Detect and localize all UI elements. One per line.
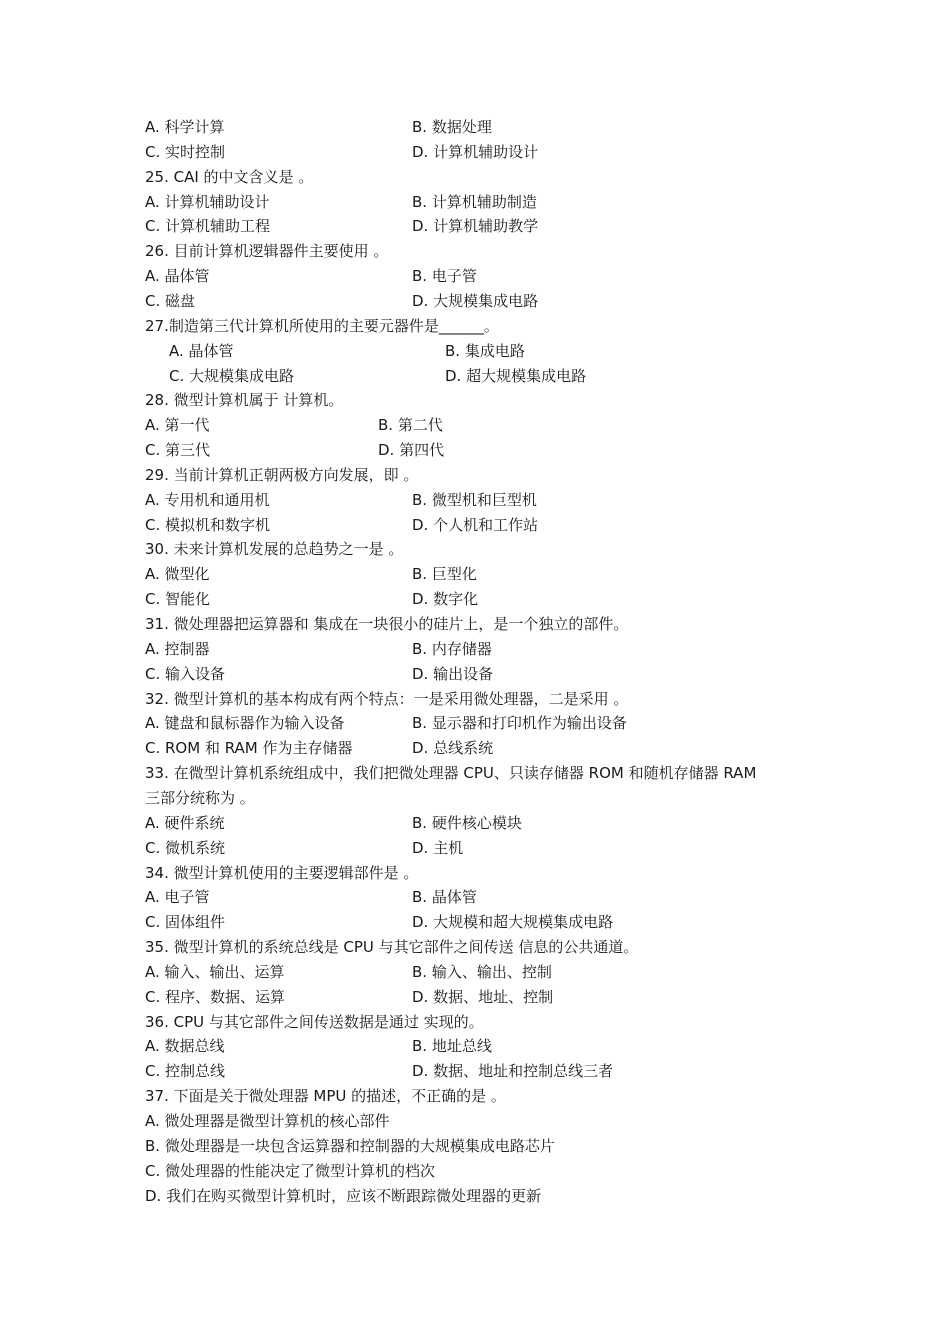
question-line: 27.制造第三代计算机所使用的主要元器件是______。 (145, 317, 499, 335)
option-left: C. 实时控制 (145, 143, 226, 161)
option-right: B. 硬件核心模块 (412, 814, 522, 832)
question-line: 31. 微处理器把运算器和 集成在一块很小的硅片上，是一个独立的部件。 (145, 615, 629, 633)
option-left: C. 控制总线 (145, 1062, 226, 1080)
option-left: C. 输入设备 (145, 665, 226, 683)
question-line: 32. 微型计算机的基本构成有两个特点：一是采用微处理器，二是采用 。 (145, 690, 629, 708)
option-left: A. 计算机辅助设计 (145, 193, 270, 211)
option-right: B. 电子管 (412, 267, 477, 285)
option-left: A. 硬件系统 (145, 814, 225, 832)
question-line: 35. 微型计算机的系统总线是 CPU 与其它部件之间传送 信息的公共通道。 (145, 938, 639, 956)
option-right: B. 巨型化 (412, 565, 477, 583)
question-line: 30. 未来计算机发展的总趋势之一是 。 (145, 540, 404, 558)
question-line: 三部分统称为 。 (145, 789, 255, 807)
option-left: C. 智能化 (145, 590, 211, 608)
option-right: D. 数字化 (412, 590, 479, 608)
option-left: C. 程序、数据、运算 (145, 988, 286, 1006)
option-right: B. 计算机辅助制造 (412, 193, 537, 211)
option-right: B. 显示器和打印机作为输出设备 (412, 714, 627, 732)
option-right: D. 总线系统 (412, 739, 494, 757)
question-line: 33. 在微型计算机系统组成中，我们把微处理器 CPU、只读存储器 ROM 和随机存储器 RAM (145, 764, 757, 782)
option-left: A. 输入、输出、运算 (145, 963, 285, 981)
option-right: D. 大规模和超大规模集成电路 (412, 913, 614, 931)
question-line: C. 微处理器的性能决定了微型计算机的档次 (145, 1162, 436, 1180)
option-left: C. 磁盘 (145, 292, 196, 310)
option-right: D. 数据、地址和控制总线三者 (412, 1062, 614, 1080)
question-line: 29. 当前计算机正朝两极方向发展，即 。 (145, 466, 419, 484)
option-left: A. 第一代 (145, 416, 210, 434)
option-right: B. 集成电路 (445, 342, 525, 360)
option-right: D. 主机 (412, 839, 464, 857)
option-right: D. 输出设备 (412, 665, 494, 683)
question-line: 36. CPU 与其它部件之间传送数据是通过 实现的。 (145, 1013, 484, 1031)
option-left: A. 科学计算 (145, 118, 225, 136)
option-left: A. 晶体管 (169, 342, 234, 360)
option-left: A. 专用机和通用机 (145, 491, 270, 509)
option-left: A. 微型化 (145, 565, 210, 583)
option-left: A. 电子管 (145, 888, 210, 906)
option-left: A. 晶体管 (145, 267, 210, 285)
option-right: B. 输入、输出、控制 (412, 963, 552, 981)
question-line: A. 微处理器是微型计算机的核心部件 (145, 1112, 390, 1130)
option-left: C. ROM 和 RAM 作为主存储器 (145, 739, 353, 757)
question-line: 34. 微型计算机使用的主要逻辑部件是 。 (145, 864, 419, 882)
option-right: B. 数据处理 (412, 118, 492, 136)
option-left: C. 计算机辅助工程 (145, 217, 271, 235)
option-left: C. 固体组件 (145, 913, 226, 931)
option-right: D. 第四代 (378, 441, 445, 459)
option-left: A. 键盘和鼠标器作为输入设备 (145, 714, 345, 732)
option-right: D. 个人机和工作站 (412, 516, 539, 534)
question-line: 28. 微型计算机属于 计算机。 (145, 391, 344, 409)
question-line: 25. CAI 的中文含义是 。 (145, 168, 314, 186)
option-left: C. 大规模集成电路 (169, 367, 295, 385)
option-right: D. 大规模集成电路 (412, 292, 539, 310)
option-right: B. 内存储器 (412, 640, 492, 658)
option-right: B. 第二代 (378, 416, 443, 434)
option-right: D. 计算机辅助教学 (412, 217, 539, 235)
option-right: B. 微型机和巨型机 (412, 491, 537, 509)
option-left: C. 微机系统 (145, 839, 226, 857)
question-line: 26. 目前计算机逻辑器件主要使用 。 (145, 242, 389, 260)
option-right: D. 计算机辅助设计 (412, 143, 539, 161)
option-right: D. 数据、地址、控制 (412, 988, 554, 1006)
option-left: A. 数据总线 (145, 1037, 225, 1055)
question-line: D. 我们在购买微型计算机时，应该不断跟踪微处理器的更新 (145, 1187, 542, 1205)
question-line: B. 微处理器是一块包含运算器和控制器的大规模集成电路芯片 (145, 1137, 555, 1155)
option-left: A. 控制器 (145, 640, 210, 658)
option-left: C. 模拟机和数字机 (145, 516, 271, 534)
option-right: B. 晶体管 (412, 888, 477, 906)
question-line: 37. 下面是关于微处理器 MPU 的描述，不正确的是 。 (145, 1087, 506, 1105)
option-right: B. 地址总线 (412, 1037, 492, 1055)
option-right: D. 超大规模集成电路 (445, 367, 587, 385)
option-left: C. 第三代 (145, 441, 211, 459)
